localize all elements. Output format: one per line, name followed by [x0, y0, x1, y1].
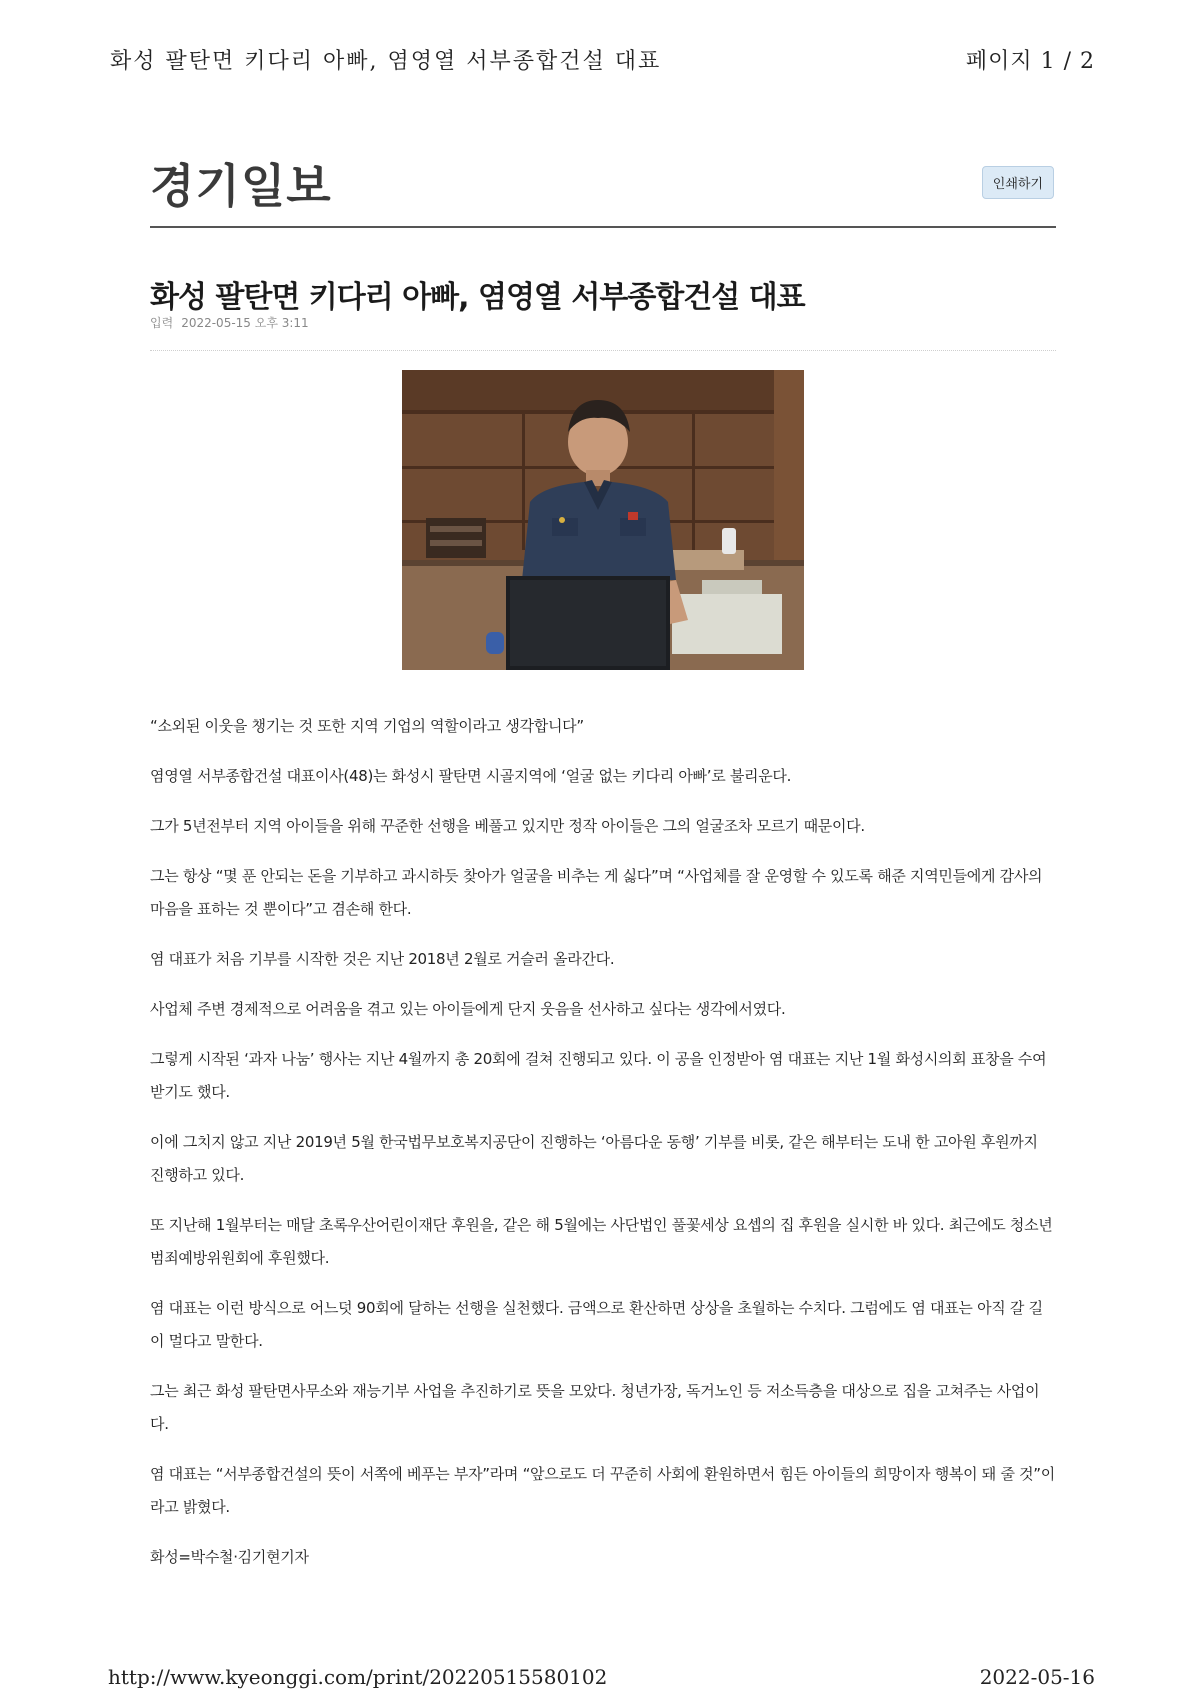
article-paragraph: 이에 그치지 않고 지난 2019년 5월 한국법무보호복지공단이 진행하는 ‘아름다운 동행’ 기부를 비롯, 같은 해부터는 도내 한 고아원 후원까지 진행하고 있다. [150, 1133, 1038, 1184]
dateline-label: 입력 [150, 316, 174, 330]
article-paragraph: “소외된 이웃을 챙기는 것 또한 지역 기업의 역할이라고 생각합니다” [150, 717, 584, 735]
print-button[interactable]: 인쇄하기 [982, 166, 1054, 199]
article-paragraph: 사업체 주변 경제적으로 어려움을 겪고 있는 아이들에게 단지 웃음을 선사하고 싶다는 생각에서였다. [150, 1000, 786, 1018]
article-paragraph: 염 대표는 “서부종합건설의 뜻이 서쪽에 베푸는 부자”라며 “앞으로도 더 꾸준히 사회에 환원하면서 힘든 아이들의 희망이자 행복이 돼 줄 것”이라고 밝혔다. [150, 1465, 1055, 1516]
article-paragraph: 그는 항상 “몇 푼 안되는 돈을 기부하고 과시하듯 찾아가 얼굴을 비추는 게 싫다”며 “사업체를 잘 운영할 수 있도록 해준 지역민들에게 감사의 마음을 표하는 것 뿐이다”고 겸손해 한다. [150, 867, 1043, 918]
article-body [150, 710, 1056, 1591]
article-paragraph: 그가 5년전부터 지역 아이들을 위해 꾸준한 선행을 베풀고 있지만 정작 아이들은 그의 얼굴조차 모르기 때문이다. [150, 817, 865, 835]
article-paragraph: 염영열 서부종합건설 대표이사(48)는 화성시 팔탄면 시골지역에 ‘얼굴 없는 키다리 아빠’로 불리운다. [150, 767, 792, 785]
dotted-divider [150, 350, 1056, 351]
article-photo [402, 370, 804, 670]
article-dateline [150, 314, 317, 331]
article-paragraph: 그렇게 시작된 ‘과자 나눔’ 행사는 지난 4월까지 총 20회에 걸쳐 진행되고 있다. 이 공을 인정받아 염 대표는 지난 1월 화성시의회 표창을 수여받기도 했다. [150, 1050, 1047, 1101]
article-paragraph: 그는 최근 화성 팔탄면사무소와 재능기부 사업을 추진하기로 뜻을 모았다. 청년가장, 독거노인 등 저소득층을 대상으로 집을 고쳐주는 사업이다. [150, 1382, 1040, 1433]
article-paragraph: 염 대표는 이런 방식으로 어느덧 90회에 달하는 선행을 실천했다. 금액으로 환산하면 상상을 초월하는 수치다. 그럼에도 염 대표는 아직 갈 길이 멀다고 말한다. [150, 1299, 1043, 1350]
article-paragraph: 염 대표가 처음 기부를 시작한 것은 지난 2018년 2월로 거슬러 올라간다. [150, 950, 615, 968]
article-headline: 화성 팔탄면 키다리 아빠, 염영열 서부종합건설 대표 [150, 280, 805, 316]
masthead [150, 142, 1056, 228]
print-header [110, 40, 1095, 80]
print-footer-date: 2022-05-16 [979, 1665, 1095, 1689]
portrait-image [402, 370, 804, 670]
print-footer-url: http://www.kyeonggi.com/print/20220515580102 [108, 1665, 608, 1689]
dateline-value: 2022-05-15 오후 3:11 [181, 316, 309, 330]
newspaper-logo[interactable]: 경기일보 [150, 159, 332, 213]
article-byline: 화성=박수철·김기현기자 [150, 1548, 309, 1566]
print-header-title: 화성 팔탄면 키다리 아빠, 염영열 서부종합건설 대표 [110, 49, 662, 74]
article-paragraph: 또 지난해 1월부터는 매달 초록우산어린이재단 후원을, 같은 해 5월에는 사단법인 풀꽃세상 요셉의 집 후원을 실시한 바 있다. 최근에도 청소년범죄예방위원회에 후원했다. [150, 1216, 1053, 1267]
print-header-page-number: 페이지 1 / 2 [965, 49, 1095, 74]
